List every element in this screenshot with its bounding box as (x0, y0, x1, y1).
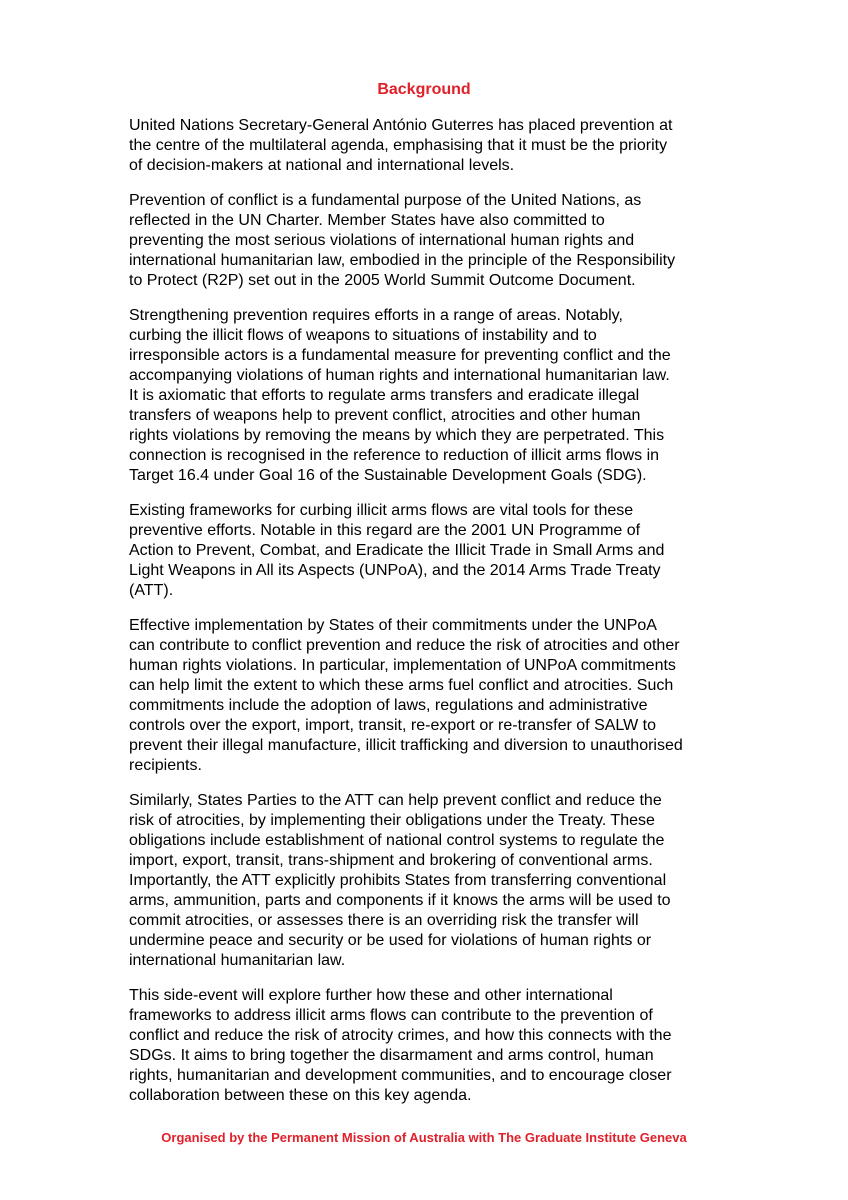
paragraph-7: This side-event will explore further how these and other international frameworks to address illicit arms flows can contribute to the prevention of conflict and reduce the risk of atrocity crimes, and how this connects with the SDGs. It aims to bring together the disarmament and arms control, human rights, humanitarian and development communities, and to encourage closer collaboration between these on this key agenda. (129, 987, 672, 1104)
organiser-footer: Organised by the Permanent Mission of Australia with The Graduate Institute Geneva (161, 1130, 687, 1145)
document-body (129, 116, 729, 1121)
paragraph-4: Existing frameworks for curbing illicit arms flows are vital tools for these preventive efforts. Notable in this regard are the 2001 UN Programme of Action to Prevent, Combat, and Eradicate the Illicit Trade in Small Arms and Light Weapons in All its Aspects (UNPoA), and the 2014 Arms Trade Treaty (ATT). (129, 502, 665, 599)
paragraph-5: Effective implementation by States of their commitments under the UNPoA can contribute to conflict prevention and reduce the risk of atrocities and other human rights violations. In particular, implementation of UNPoA commitments can help limit the extent to which these arms fuel conflict and atrocities. Such commitments include the adoption of laws, regulations and administrative controls over the export, import, transit, re-export or re-transfer of SALW to prevent their illegal manufacture, illicit trafficking and diversion to unauthorised recipients. (129, 617, 683, 774)
paragraph-2: Prevention of conflict is a fundamental purpose of the United Nations, as reflected in the UN Charter. Member States have also committed to preventing the most serious violations of international human rights and international humanitarian law, embodied in the principle of the Responsibility to Protect (R2P) set out in the 2005 World Summit Outcome Document. (129, 192, 676, 289)
paragraph-6: Similarly, States Parties to the ATT can help prevent conflict and reduce the risk of atrocities, by implementing their obligations under the Treaty. These obligations include establishment of national control systems to regulate the import, export, transit, trans-shipment and brokering of conventional arms. Importantly, the ATT explicitly prohibits States from transferring conventional arms, ammunition, parts and components if it knows the arms will be used to commit atrocities, or assesses there is an overriding risk the transfer will undermine peace and security or be used for violations of human rights or international humanitarian law. (129, 792, 671, 969)
page-heading: Background (377, 81, 471, 98)
paragraph-3: Strengthening prevention requires efforts in a range of areas. Notably, curbing the illicit flows of weapons to situations of instability and to irresponsible actors is a fundamental measure for preventing conflict and the accompanying violations of human rights and international humanitarian law. It is axiomatic that efforts to regulate arms transfers and eradicate illegal transfers of weapons help to prevent conflict, atrocities and other human rights violations by removing the means by which they are perpetrated. This connection is recognised in the reference to reduction of illicit arms flows in Target 16.4 under Goal 16 of the Sustainable Development Goals (SDG). (129, 307, 671, 484)
paragraph-1: United Nations Secretary-General António Guterres has placed prevention at the centre of the multilateral agenda, emphasising that it must be the priority of decision-makers at national and international levels. (129, 117, 673, 174)
